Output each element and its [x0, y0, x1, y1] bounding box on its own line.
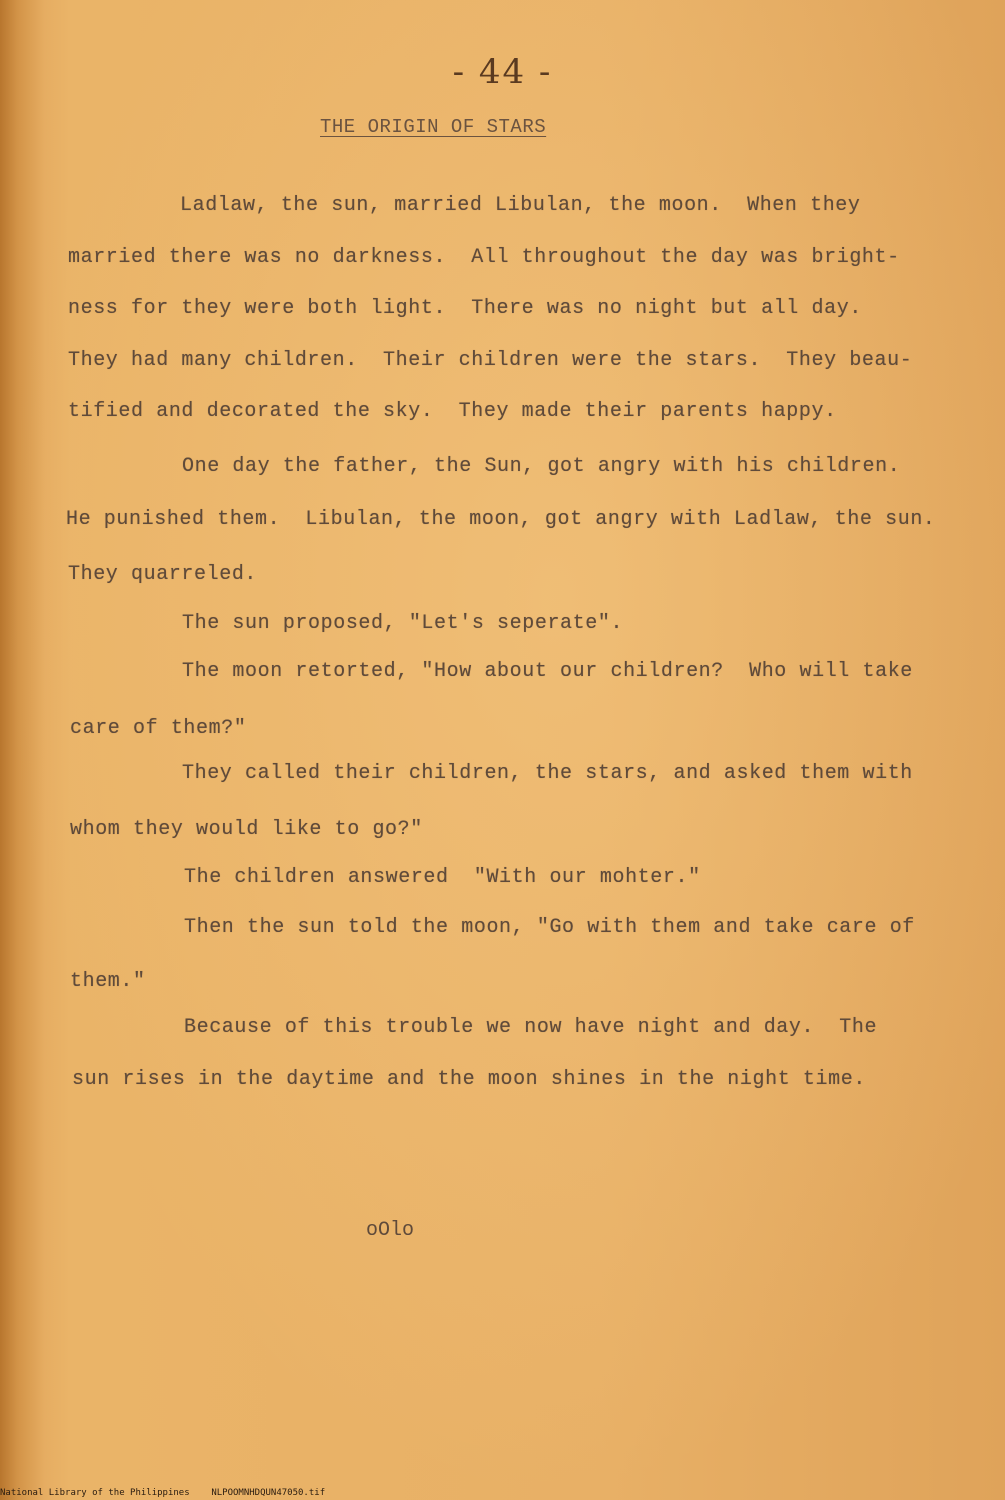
end-mark: oOlo: [366, 1219, 415, 1242]
body-line: The sun proposed, "Let's seperate".: [182, 612, 624, 635]
body-line: Because of this trouble we now have night and day. The: [184, 1016, 878, 1039]
body-line: Ladlaw, the sun, married Libulan, the moon. When they: [180, 194, 861, 217]
body-line: tified and decorated the sky. They made their parents happy.: [68, 400, 837, 423]
archive-footer: National Library of the Philippines NLPOOMNHDQUN47050.tif: [0, 1488, 326, 1498]
page-number: - 44 -: [452, 52, 553, 92]
body-line: ness for they were both light. There was no night but all day.: [68, 297, 862, 320]
body-line: them.": [70, 970, 146, 993]
body-line: They quarreled.: [68, 563, 258, 586]
body-line: sun rises in the daytime and the moon shines in the night time.: [72, 1068, 866, 1091]
body-line: Then the sun told the moon, "Go with them and take care of: [184, 916, 915, 939]
body-line: care of them?": [70, 717, 247, 740]
body-line: One day the father, the Sun, got angry with his children.: [182, 455, 901, 478]
body-line: They called their children, the stars, and asked them with: [182, 762, 913, 785]
body-line: The moon retorted, "How about our children? Who will take: [182, 660, 913, 683]
body-line: They had many children. Their children were the stars. They beau-: [68, 349, 913, 372]
document-title: THE ORIGIN OF STARS: [320, 116, 547, 138]
body-line: The children answered "With our mohter.": [184, 866, 701, 889]
body-line: He punished them. Libulan, the moon, got angry with Ladlaw, the sun.: [66, 508, 936, 531]
body-line: married there was no darkness. All throughout the day was bright-: [68, 246, 900, 269]
body-line: whom they would like to go?": [70, 818, 423, 841]
